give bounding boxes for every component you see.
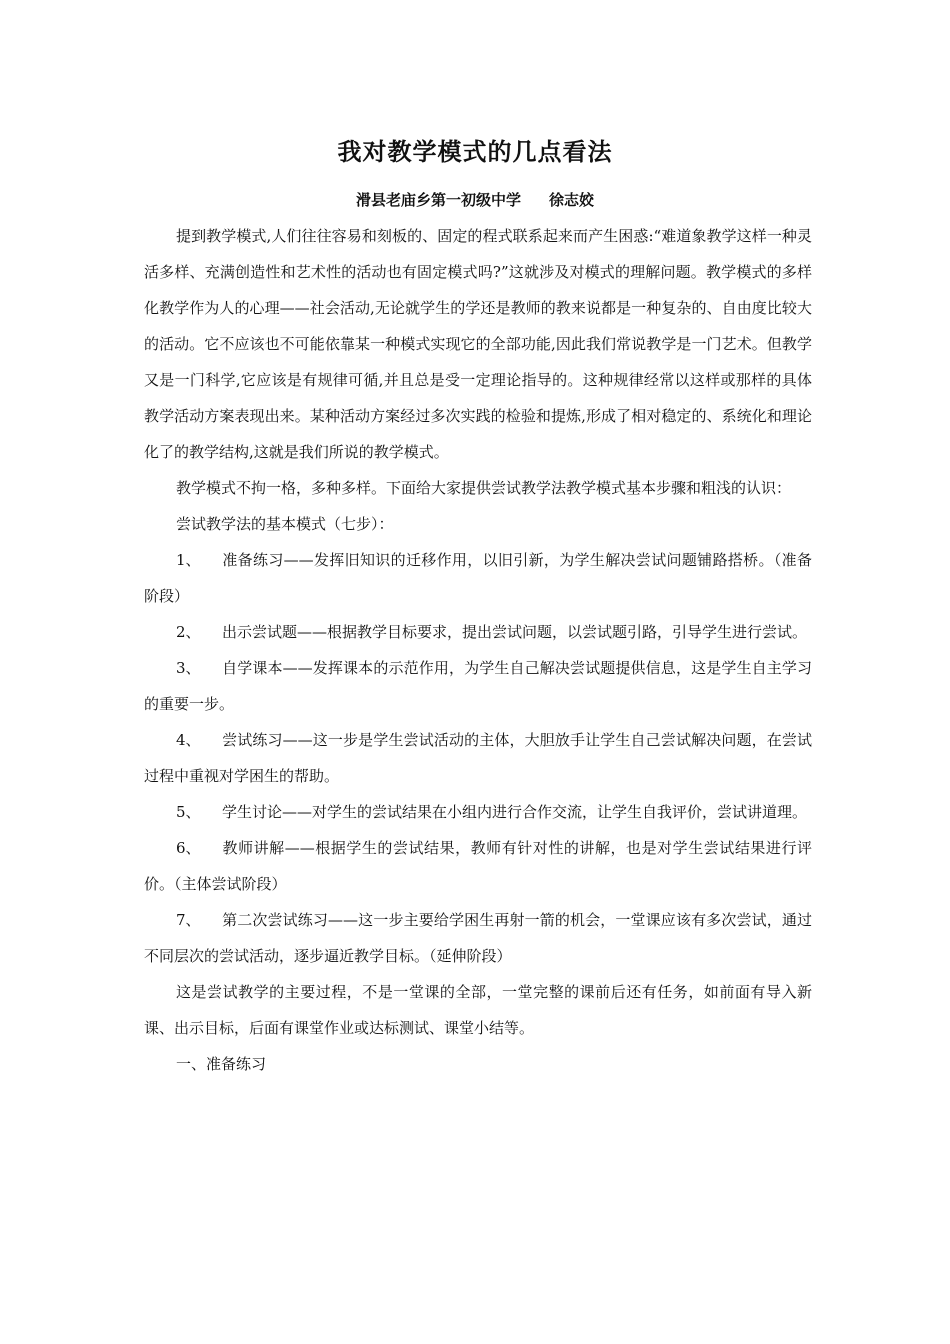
step-text: 第二次尝试练习——这一步主要给学困生再射一箭的机会，一堂课应该有多次尝试，通过不同层次的尝试活动，逐步逼近教学目标。（延伸阶段） (144, 911, 812, 965)
school-name: 滑县老庙乡第一初级中学 (355, 191, 521, 209)
author-name: 徐志姣 (549, 191, 595, 209)
step-number: 4、 (176, 731, 201, 749)
step-number: 7、 (176, 911, 201, 929)
step-6 (144, 830, 812, 902)
step-number: 6、 (176, 839, 201, 857)
step-number: 2、 (176, 623, 201, 641)
intro-paragraph: 提到教学模式,人们往往容易和刻板的、固定的程式联系起来而产生困惑:“难道象教学这样一种灵活多样、充满创造性和艺术性的活动也有固定模式吗?”这就涉及对模式的理解问题。教学模式的多样化教学作为人的心理——社会活动,无论就学生的学还是教师的教来说都是一种复杂的、自由度比较大的活动。它不应该也不可能依靠某一种模式实现它的全部功能,因此我们常说教学是一门艺术。但教学又是一门科学,它应该是有规律可循,并且总是受一定理论指导的。这种规律经常以这样或那样的具体教学活动方案表现出来。某种活动方案经过多次实践的检验和提炼,形成了相对稳定的、系统化和理论化了的教学结构,这就是我们所说的教学模式。 (144, 227, 812, 461)
step-text: 出示尝试题——根据教学目标要求，提出尝试问题，以尝试题引路，引导学生进行尝试。 (222, 623, 808, 641)
step-5 (144, 794, 812, 830)
summary-paragraph: 这是尝试教学的主要过程，不是一堂课的全部，一堂完整的课前后还有任务，如前面有导入新课、出示目标，后面有课堂作业或达标测试、课堂小结等。 (144, 983, 812, 1037)
step-4 (144, 722, 812, 794)
section-heading: 一、准备练习 (176, 1055, 267, 1073)
step-text: 自学课本——发挥课本的示范作用，为学生自己解决尝试题提供信息，这是学生自主学习的重要一步。 (144, 659, 812, 713)
step-number: 5、 (176, 803, 201, 821)
step-number: 1、 (176, 551, 201, 569)
page-title: 我对教学模式的几点看法 (337, 137, 613, 166)
step-text: 学生讨论——对学生的尝试结果在小组内进行合作交流，让学生自我评价，尝试讲道理。 (222, 803, 808, 821)
step-3 (144, 650, 812, 722)
step-7 (144, 902, 812, 974)
step-text: 教师讲解——根据学生的尝试结果，教师有针对性的讲解，也是对学生尝试结果进行评价。（主体尝试阶段） (144, 839, 812, 893)
byline (0, 189, 950, 210)
step-text: 准备练习——发挥旧知识的迁移作用，以旧引新，为学生解决尝试问题铺路搭桥。（准备阶段） (144, 551, 812, 605)
document-body (144, 218, 812, 1082)
step-number: 3、 (176, 659, 201, 677)
step-1 (144, 542, 812, 614)
steps-heading: 尝试教学法的基本模式（七步）： (176, 515, 394, 533)
step-2 (144, 614, 812, 650)
step-text: 尝试练习——这一步是学生尝试活动的主体，大胆放手让学生自己尝试解决问题，在尝试过程中重视对学困生的帮助。 (144, 731, 812, 785)
paragraph-2: 教学模式不拘一格，多种多样。下面给大家提供尝试教学法教学模式基本步骤和粗浅的认识： (176, 479, 792, 497)
